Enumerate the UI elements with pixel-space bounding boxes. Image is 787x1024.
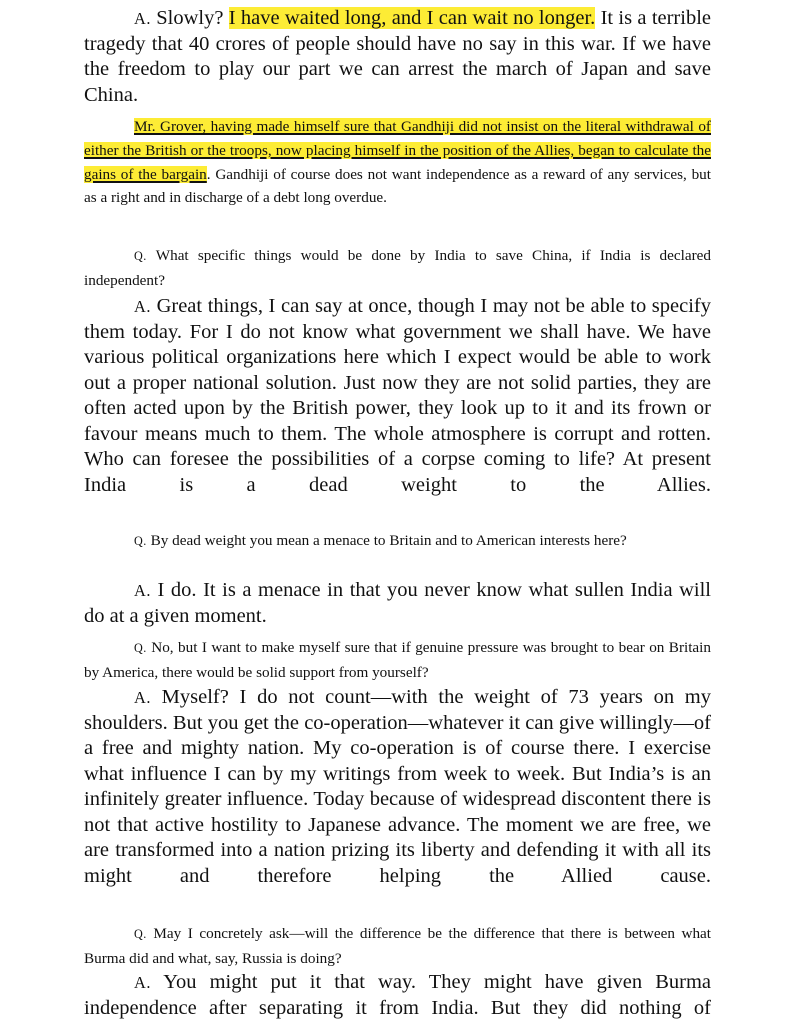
speaker-label: A.	[134, 297, 151, 316]
answer-text: Myself? I do not count—with the weight of 73 years on my shoulders. But you get the co-operation—whatever it can give willingly—of a free and mighty nation. My co-operation is of course there. I exercise what influence I can by my writings from week to week. But India’s is an infinitely greater influence. Today because of widespread discontent there is not that active hostility to Japanese advance. The moment we are free, we are transformed into a nation prizing its liberty and defending it with all its might and therefore helping the Allied cause.	[84, 686, 711, 887]
answer-paragraph-4	[84, 685, 711, 889]
speaker-label: Q.	[134, 641, 147, 655]
speaker-label: A.	[134, 688, 151, 707]
question-text: No, but I want to make myself sure that if genuine pressure was brought to bear on Britain by America, there would be solid support from yourself?	[84, 639, 711, 681]
answer-text: You might put it that way. They might have given Burma independence after separating it from India. But they did nothing of	[84, 971, 711, 1019]
question-paragraph-2	[84, 529, 711, 554]
speaker-label: A.	[134, 973, 151, 992]
question-text: By dead weight you mean a menace to Britain and to American interests here?	[150, 532, 627, 549]
answer-text-rest: It is a terrible tragedy that 40 crores of people should have no say in this war. If we have the freedom to play our part we can arrest the march of Japan and save China.	[84, 7, 712, 106]
question-text: What specific things would be done by India to save China, if India is declared independent?	[84, 247, 711, 289]
answer-text: Great things, I can say at once, though I may not be able to specify them today. For I do not know what government we shall have. We have various political organizations here which I expect would be able to work out a proper national solution. Just now they are not solid parties, they are often acted upon by the British power, they look up to it and its frown or favour means much to them. The whole atmosphere is corrupt and rotten. Who can foresee the possibilities of a corpse coming to life? At present India is a dead weight to the Allies.	[84, 295, 712, 496]
speaker-label: A.	[134, 9, 151, 28]
answer-text-start: Slowly?	[156, 7, 229, 29]
question-paragraph-1	[84, 244, 711, 293]
speaker-label: Q.	[134, 249, 147, 263]
question-text: May I concretely ask—will the difference be the difference that there is between what Burma did and what, say, Russia is doing?	[84, 925, 711, 967]
highlighted-underlined-text: Mr. Grover, having made himself sure that Gandhiji did not insist on the literal withdrawal of either the British or the troops, now placing himself in the position of the Allies, began to calculate the gains of the bargain	[84, 118, 711, 183]
narration-paragraph	[84, 115, 711, 210]
answer-paragraph-2	[84, 294, 711, 498]
question-paragraph-3	[84, 636, 711, 685]
answer-text: I do. It is a menace in that you never know what sullen India will do at a given moment.	[84, 579, 711, 627]
narration-text-rest: . Gandhiji of course does not want independence as a reward of any services, but as a right and in discharge of a debt long overdue.	[84, 165, 711, 207]
highlighted-text: I have waited long, and I can wait no longer.	[228, 7, 596, 29]
speaker-label: Q.	[134, 927, 147, 941]
answer-paragraph-1	[84, 6, 711, 108]
speaker-label: A.	[134, 581, 151, 600]
speaker-label: Q.	[134, 534, 147, 548]
question-paragraph-4	[84, 922, 711, 971]
answer-paragraph-3	[84, 578, 711, 629]
answer-paragraph-5	[84, 970, 711, 1021]
